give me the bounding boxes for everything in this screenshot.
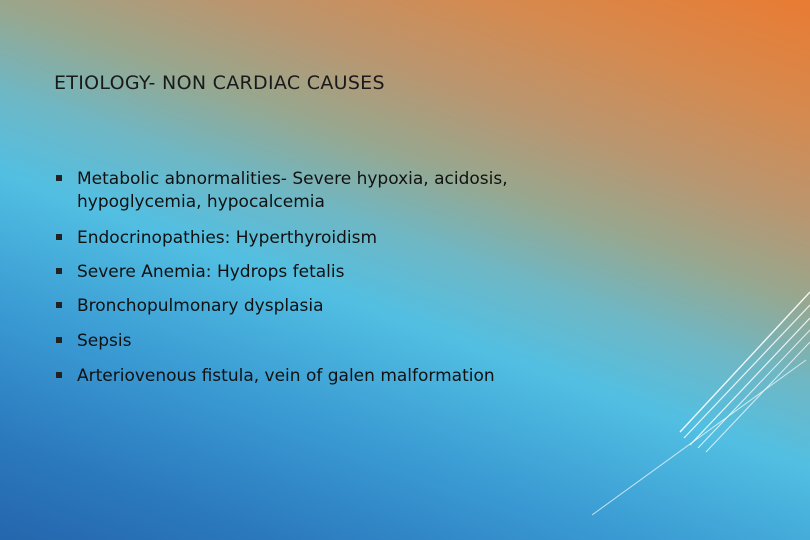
bullet-text: Sepsis — [77, 331, 132, 351]
decorative-line — [698, 330, 810, 448]
bullet-text: Metabolic abnormalities- Severe hypoxia, acidosis, hypoglycemia, hypocalcemia — [77, 169, 508, 212]
bullet-text: Bronchopulmonary dysplasia — [77, 296, 324, 316]
bullet-text: Arteriovenous fistula, vein of galen malformation — [77, 366, 495, 386]
decorative-line — [592, 360, 806, 515]
decorative-line — [684, 305, 810, 438]
decorative-line — [690, 318, 810, 445]
bullet-text: Endocrinopathies: Hyperthyroidism — [77, 228, 378, 248]
decorative-line — [706, 342, 810, 452]
slide-title: ETIOLOGY- NON CARDIAC CAUSES — [54, 72, 385, 94]
bullet-text: Severe Anemia: Hydrops fetalis — [77, 262, 345, 282]
